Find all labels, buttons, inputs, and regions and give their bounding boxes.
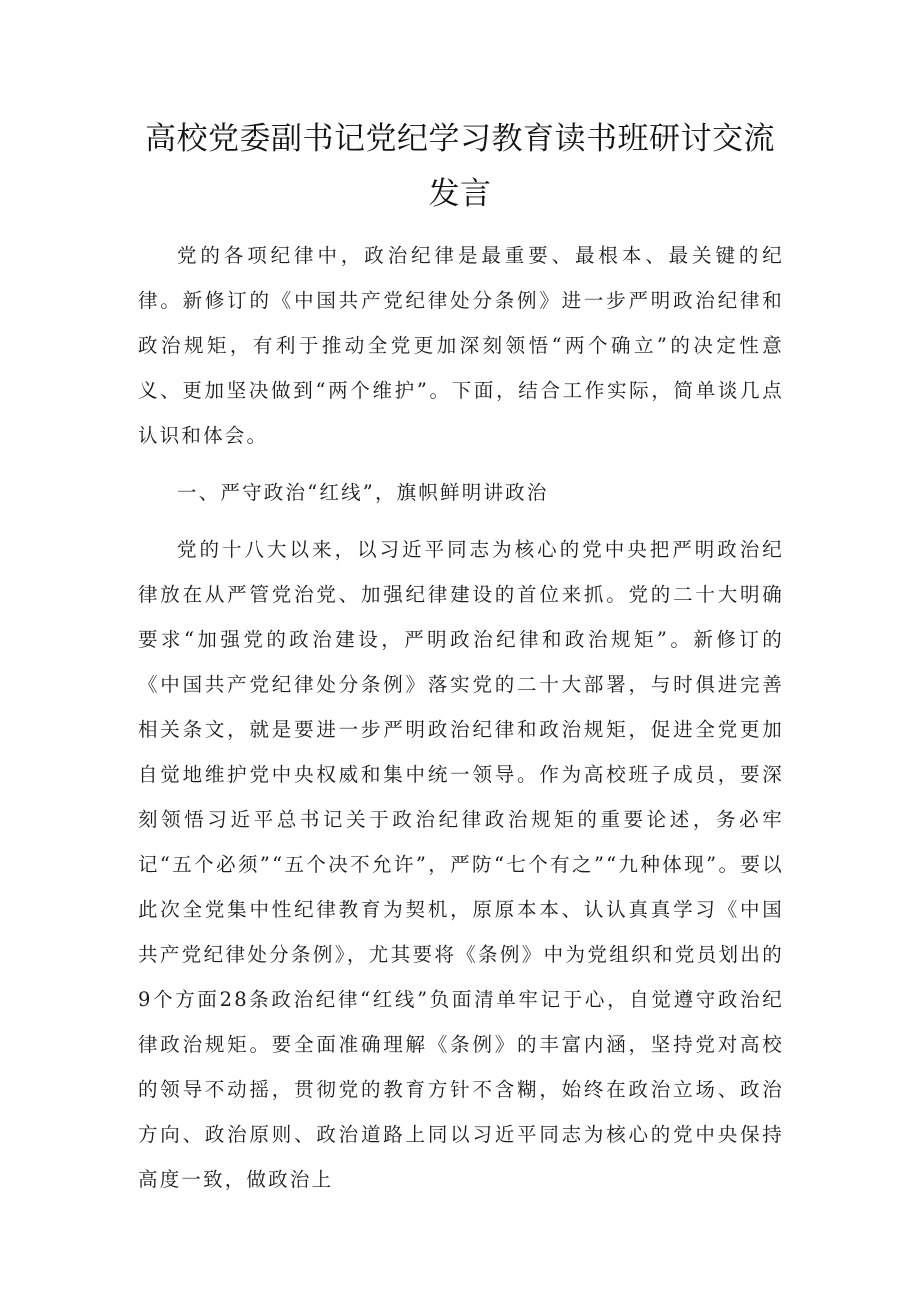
- document-body: [138, 233, 784, 1202]
- intro-paragraph: 党的各项纪律中，政治纪律是最重要、最根本、最关键的纪律。新修订的《中国共产党纪律处分条例》进一步严明政治纪律和政治规矩，有利于推动全党更加深刻领悟“两个确立”的决定性意义、更加坚决做到“两个维护”。下面，结合工作实际，简单谈几点认识和体会。: [138, 244, 784, 447]
- section-heading: 一、严守政治“红线”，旗帜鲜明讲政治: [177, 481, 549, 504]
- document-title: 高校党委副书记党纪学习教育读书班研讨交流发言: [145, 121, 775, 212]
- section-paragraph: 党的十八大以来，以习近平同志为核心的党中央把严明政治纪律放在从严管党治党、加强纪律建设的首位来抓。党的二十大明确要求“加强党的政治建设，严明政治纪律和政治规矩”。新修订的《中国共产党纪律处分条例》落实党的二十大部署，与时俱进完善相关条文，就是要进一步严明政治纪律和政治规矩，促进全党更加自觉地维护党中央权威和集中统一领导。作为高校班子成员，要深刻领悟习近平总书记关于政治纪律政治规矩的重要论述，务必牢记“五个必须”“五个决不允许”，严防“七个有之”“九种体现”。要以此次全党集中性纪律教育为契机，原原本本、认认真真学习《中国共产党纪律处分条例》，尤其要将《条例》中为党组织和党员划出的9个方面28条政治纪律“红线”负面清单牢记于心，自觉遵守政治纪律政治规矩。要全面准确理解《条例》的丰富内涵，坚持党对高校的领导不动摇，贯彻党的教育方针不含糊，始终在政治立场、政治方向、政治原则、政治道路上同以习近平同志为核心的党中央保持高度一致，做政治上: [138, 538, 784, 1191]
